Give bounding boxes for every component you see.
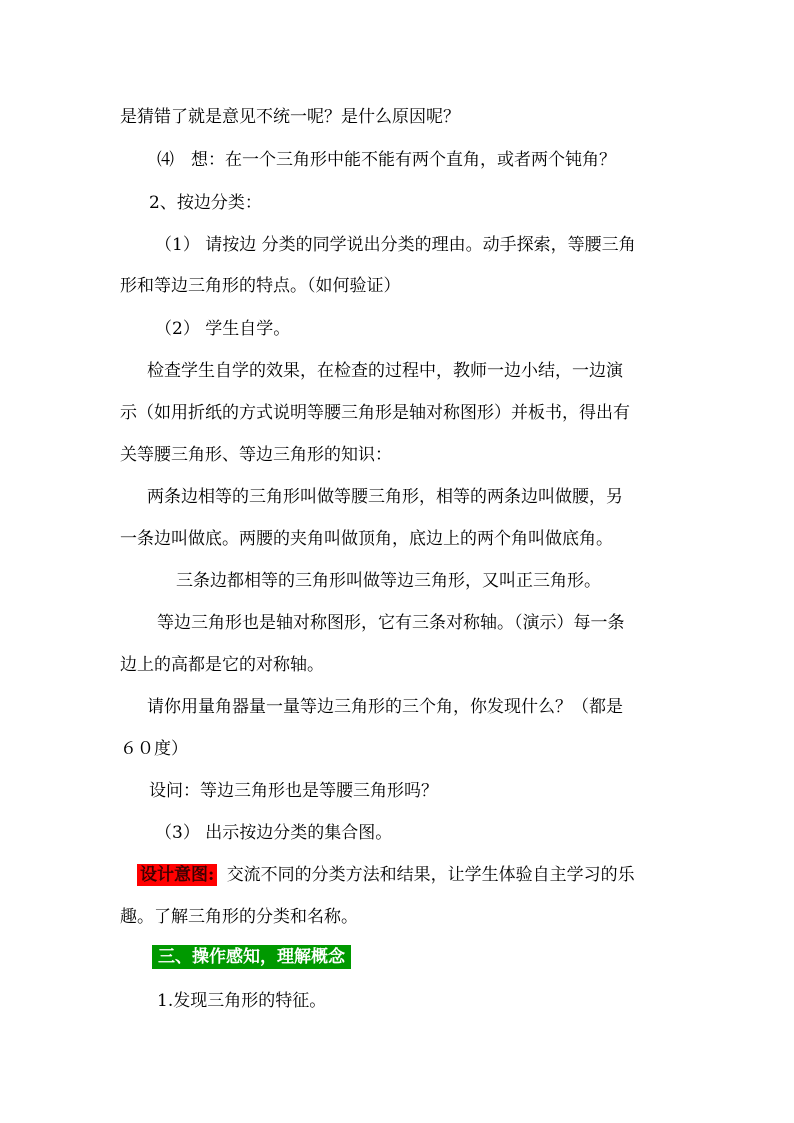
paragraph-line: 示（如用折纸的方式说明等腰三角形是轴对称图形）并板书，得出有 bbox=[120, 403, 630, 423]
paragraph-line: 关等腰三角形、等边三角形的知识： bbox=[120, 445, 392, 465]
paragraph-line: 形和等边三角形的特点。（如何验证） bbox=[120, 276, 401, 296]
design-intent-line bbox=[137, 864, 635, 886]
section-heading-text: 三、操作感知，理解概念 bbox=[152, 945, 351, 969]
paragraph-line: 一条边叫做底。两腰的夹角叫做顶角，底边上的两个角叫做底角。 bbox=[120, 529, 613, 549]
paragraph-line: （2） 学生自学。 bbox=[155, 319, 291, 339]
paragraph-line: 两条边相等的三角形叫做等腰三角形，相等的两条边叫做腰，另 bbox=[147, 487, 623, 507]
paragraph-line: （3） 出示按边分类的集合图。 bbox=[155, 823, 393, 843]
section-heading bbox=[152, 946, 351, 968]
paragraph-line: 等边三角形也是轴对称图形，它有三条对称轴。（演示）每一条 bbox=[157, 613, 625, 633]
paragraph-line: 检查学生自学的效果，在检查的过程中，教师一边小结，一边演 bbox=[147, 361, 623, 381]
paragraph-line: （1） 请按边 分类的同学说出分类的理由。动手探索，等腰三角 bbox=[155, 235, 636, 255]
design-intent-text: 交流不同的分类方法和结果，让学生体验自主学习的乐 bbox=[226, 865, 635, 885]
paragraph-line: 请你用量角器量一量等边三角形的三个角，你发现什么？（都是 bbox=[147, 697, 623, 717]
design-intent-label: 设计意图: bbox=[137, 864, 217, 886]
paragraph-line: ６０度） bbox=[120, 739, 188, 759]
paragraph-line: 是猜错了就是意见不统一呢？是什么原因呢？ bbox=[120, 107, 460, 127]
list-item: 1.发现三角形的特征。 bbox=[157, 991, 327, 1011]
paragraph-line: 边上的高都是它的对称轴。 bbox=[120, 655, 324, 675]
paragraph-line: 三条边都相等的三角形叫做等边三角形，又叫正三角形。 bbox=[176, 571, 601, 591]
paragraph-line: ⑷ 想：在一个三角形中能不能有两个直角，或者两个钝角？ bbox=[157, 150, 616, 170]
subheading-line: 2、按边分类： bbox=[149, 193, 262, 213]
design-intent-continuation: 趣。了解三角形的分类和名称。 bbox=[120, 907, 358, 927]
paragraph-line: 设问：等边三角形也是等腰三角形吗？ bbox=[149, 781, 438, 801]
